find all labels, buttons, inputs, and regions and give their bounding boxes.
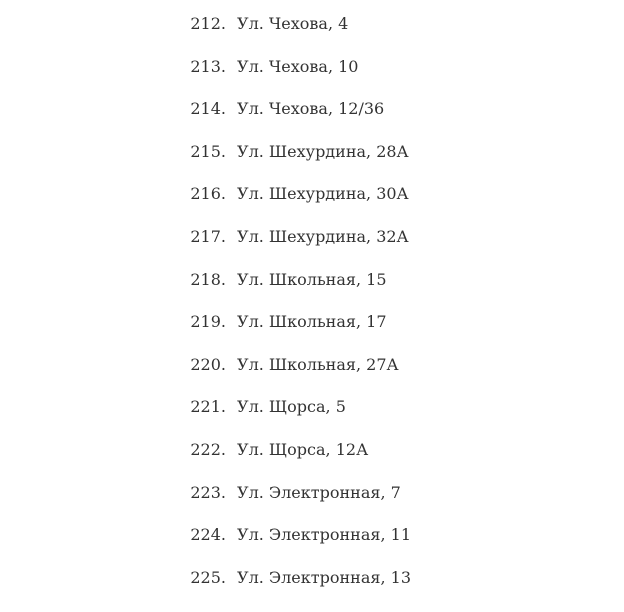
list-item-address: Ул. Школьная, 17 [237,312,387,332]
list-item [0,55,624,98]
list-item-address: Ул. Шехурдина, 28А [237,141,409,161]
list-item-number: 213. [190,56,226,76]
list-item-address: Ул. Электронная, 13 [237,567,411,587]
list-item-number: 224. [190,525,226,545]
list-item [0,395,624,438]
list-item-number: 222. [190,439,226,459]
list-item [0,566,624,609]
list-item [0,353,624,396]
list-item-number: 225. [190,567,226,587]
list-item-address: Ул. Шехурдина, 32А [237,226,409,246]
list-item-number: 219. [190,312,226,332]
list-item [0,140,624,183]
list-item-address: Ул. Шехурдина, 30А [237,184,409,204]
list-item [0,310,624,353]
list-item-address: Ул. Электронная, 11 [237,525,411,545]
list-item [0,182,624,225]
list-item-number: 223. [190,482,226,502]
list-item-number: 218. [190,269,226,289]
list-item-address: Ул. Электронная, 7 [237,482,401,502]
list-item [0,523,624,566]
list-item-number: 215. [190,141,226,161]
list-item-address: Ул. Щорса, 5 [237,397,346,417]
list-item-address: Ул. Щорса, 12А [237,439,369,459]
list-item [0,268,624,311]
list-item [0,12,624,55]
list-item-number: 214. [190,99,226,119]
list-item-address: Ул. Школьная, 27А [237,354,399,374]
list-item [0,438,624,481]
list-item-number: 220. [190,354,226,374]
list-item-number: 217. [190,226,226,246]
list-item-address: Ул. Чехова, 12/36 [237,99,385,119]
list-item-address: Ул. Чехова, 10 [237,56,359,76]
list-item-number: 221. [190,397,226,417]
list-item-number: 212. [190,14,226,33]
list-item-address: Ул. Чехова, 4 [237,14,349,33]
address-list [0,12,624,608]
list-item-address: Ул. Школьная, 15 [237,269,387,289]
list-item [0,481,624,524]
list-item [0,97,624,140]
list-item-number: 216. [190,184,226,204]
list-item [0,225,624,268]
